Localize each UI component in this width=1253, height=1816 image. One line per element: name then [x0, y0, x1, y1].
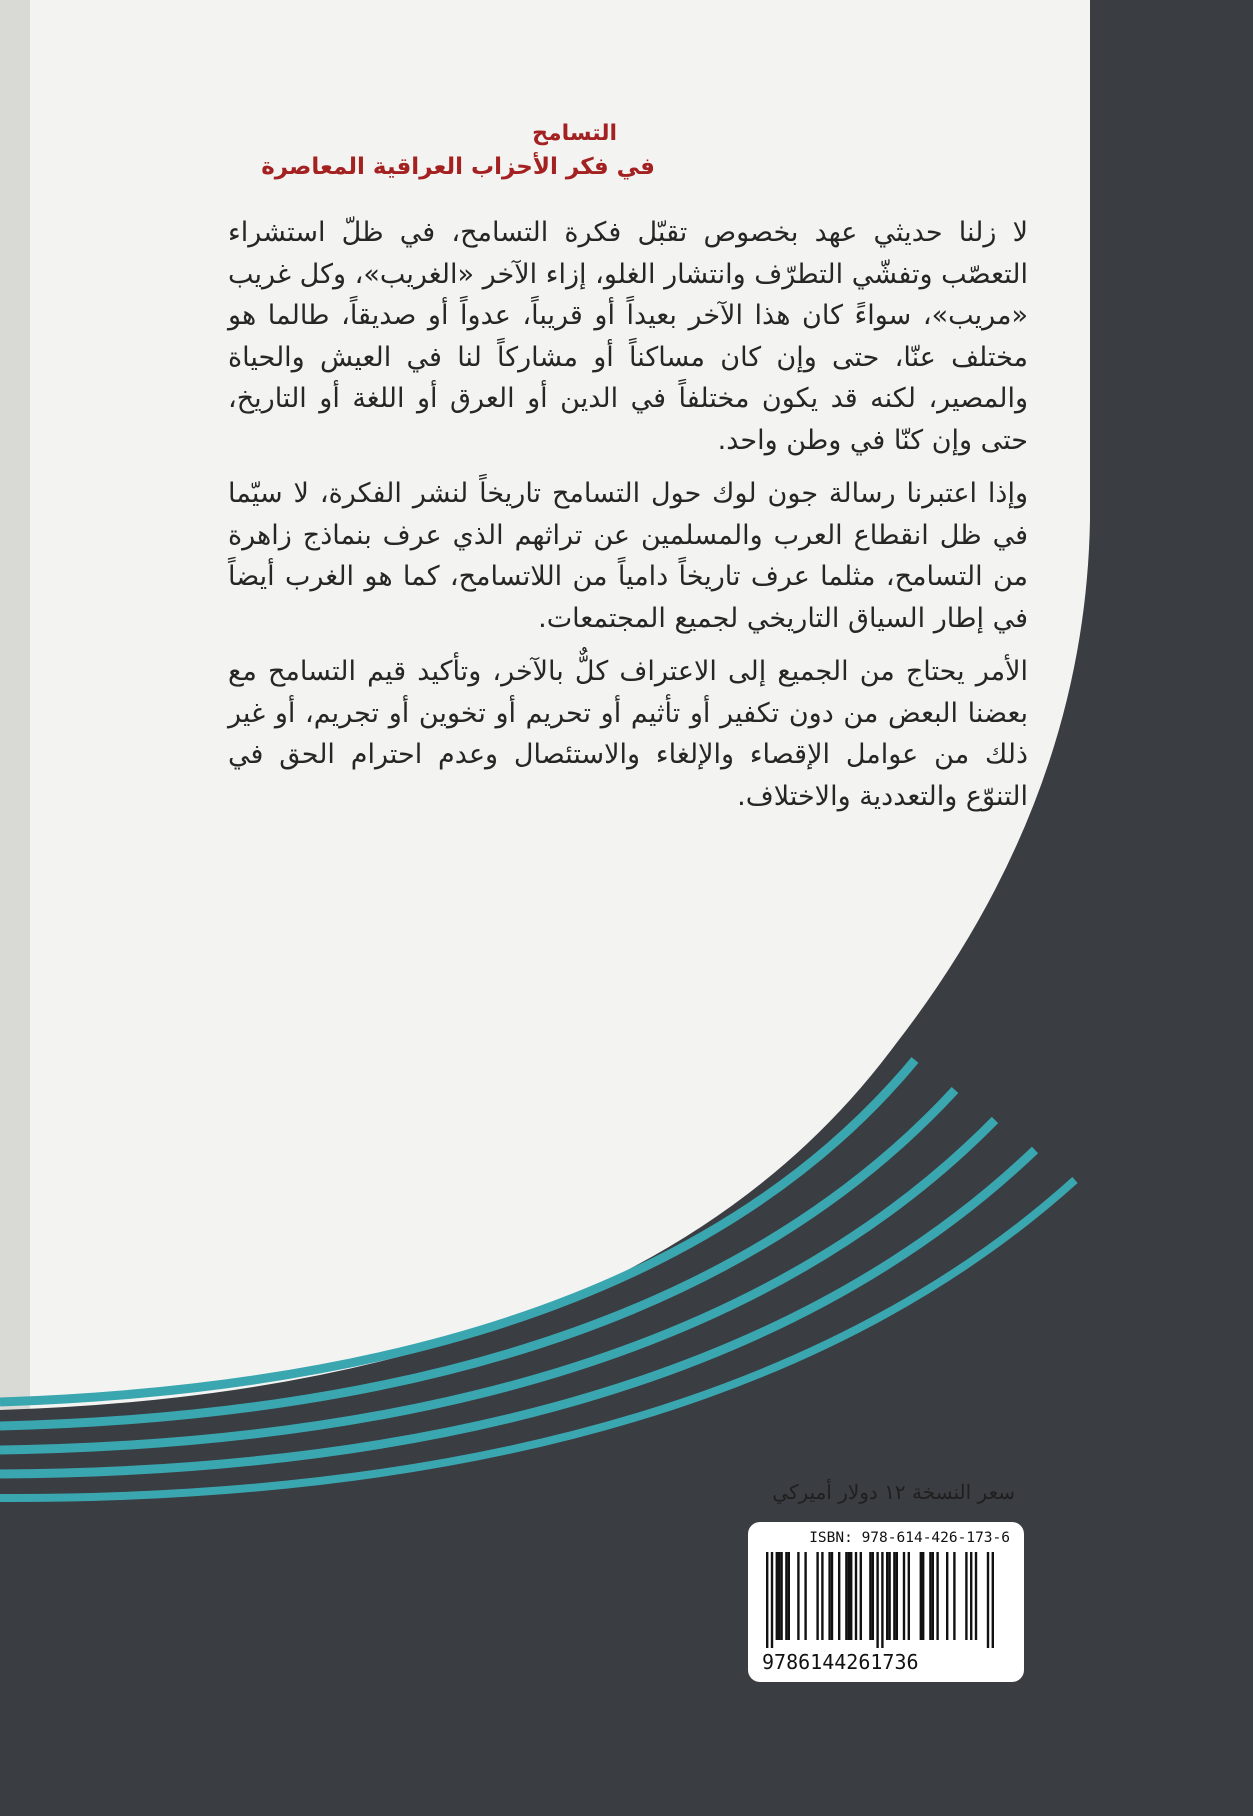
barcode-bar	[881, 1552, 883, 1648]
price-label: سعر النسخة ١٢ دولار أميركي	[772, 1480, 1015, 1504]
barcode-bar	[828, 1552, 830, 1640]
barcode-bar	[845, 1552, 847, 1640]
barcode-bar	[908, 1552, 910, 1640]
barcode-bar	[965, 1552, 967, 1640]
barcode-bar	[797, 1552, 799, 1640]
barcode-bar	[886, 1552, 888, 1640]
barcode-bar	[855, 1552, 857, 1640]
barcode-bar	[860, 1552, 862, 1640]
blurb-paragraph-2: وإذا اعتبرنا رسالة جون لوك حول التسامح تاريخاً لنشر الفكرة، لا سيّما في ظل انقطاع العرب والمسلمين عن تراثهم الذي عرف بنماذج زاهرة من التسامح، مثلما عرف تاريخاً دامياً من اللاتسامح، كما هو الغرب أيضاً في إطار السياق التاريخي لجميع المجتمعات.	[228, 478, 1028, 634]
barcode-bar	[872, 1552, 874, 1640]
barcode-bar	[831, 1552, 833, 1640]
title-main: التسامح	[532, 121, 617, 146]
barcode-bar	[876, 1552, 878, 1648]
barcode-bar	[821, 1552, 823, 1640]
barcode-bar	[804, 1552, 806, 1640]
barcode-bar	[778, 1552, 780, 1640]
barcode-bar	[929, 1552, 931, 1640]
barcode-bar	[766, 1552, 768, 1648]
barcode-image	[762, 1552, 1012, 1648]
barcode-bar	[780, 1552, 782, 1640]
barcode-bar	[936, 1552, 938, 1640]
barcode-panel	[748, 1522, 1024, 1682]
title-subtitle: في فكر الأحزاب العراقية المعاصرة	[261, 154, 655, 180]
barcode-bar	[975, 1552, 977, 1640]
barcode-bar	[896, 1552, 898, 1640]
barcode-bar	[888, 1552, 890, 1640]
back-cover-blurb	[228, 212, 1028, 829]
blurb-paragraph-3: الأمر يحتاج من الجميع إلى الاعتراف كلٌّ بالآخر، وتأكيد قيم التسامح مع بعضنا البعض من دون تكفير أو تأثيم أو تحريم أو تخوين أو تجريم، أو غير ذلك من عوامل الإقصاء والإلغاء والاستئصال وعدم احترام الحق في التنوّع والتعددية والاختلاف.	[228, 656, 1028, 812]
barcode-bar	[785, 1552, 787, 1640]
isbn-number: ISBN: 978-614-426-173-6	[809, 1530, 1010, 1546]
barcode-bar	[992, 1552, 994, 1648]
barcode-bar	[838, 1552, 840, 1640]
barcode-bar	[776, 1552, 778, 1640]
barcode-bar	[932, 1552, 934, 1640]
barcode-bar	[848, 1552, 850, 1640]
barcode-bar	[922, 1552, 924, 1640]
barcode-bar	[920, 1552, 922, 1640]
barcode-bar	[771, 1552, 773, 1648]
blurb-paragraph-1: لا زلنا حديثي عهد بخصوص تقبّل فكرة التسامح، في ظلّ استشراء التعصّب وتفشّي التطرّف وانتشار الغلو، إزاء الآخر «الغريب»، وكل غريب «مريب»، سواءً كان هذا الآخر بعيداً أو قريباً، عدواً أو صديقاً، طالما هو مختلف عنّا، حتى وإن كان مساكناً أو مشاركاً لنا في العيش والحياة والمصير، لكنه قد يكون مختلفاً في الدين أو العرق أو اللغة أو التاريخ، حتى وإن كنّا في وطن واحد.	[228, 217, 1028, 456]
ean-digits: 9786144261736	[762, 1650, 919, 1674]
barcode-bar	[788, 1552, 790, 1640]
barcode-bar	[903, 1552, 905, 1640]
barcode-bar	[816, 1552, 818, 1640]
barcode-bar	[869, 1552, 871, 1640]
book-title	[180, 118, 655, 184]
barcode-bar	[893, 1552, 895, 1640]
barcode-bar	[987, 1552, 989, 1648]
barcode-bar	[970, 1552, 972, 1640]
barcode-bar	[946, 1552, 948, 1640]
barcode-bar	[850, 1552, 852, 1640]
barcode-bar	[953, 1552, 955, 1640]
